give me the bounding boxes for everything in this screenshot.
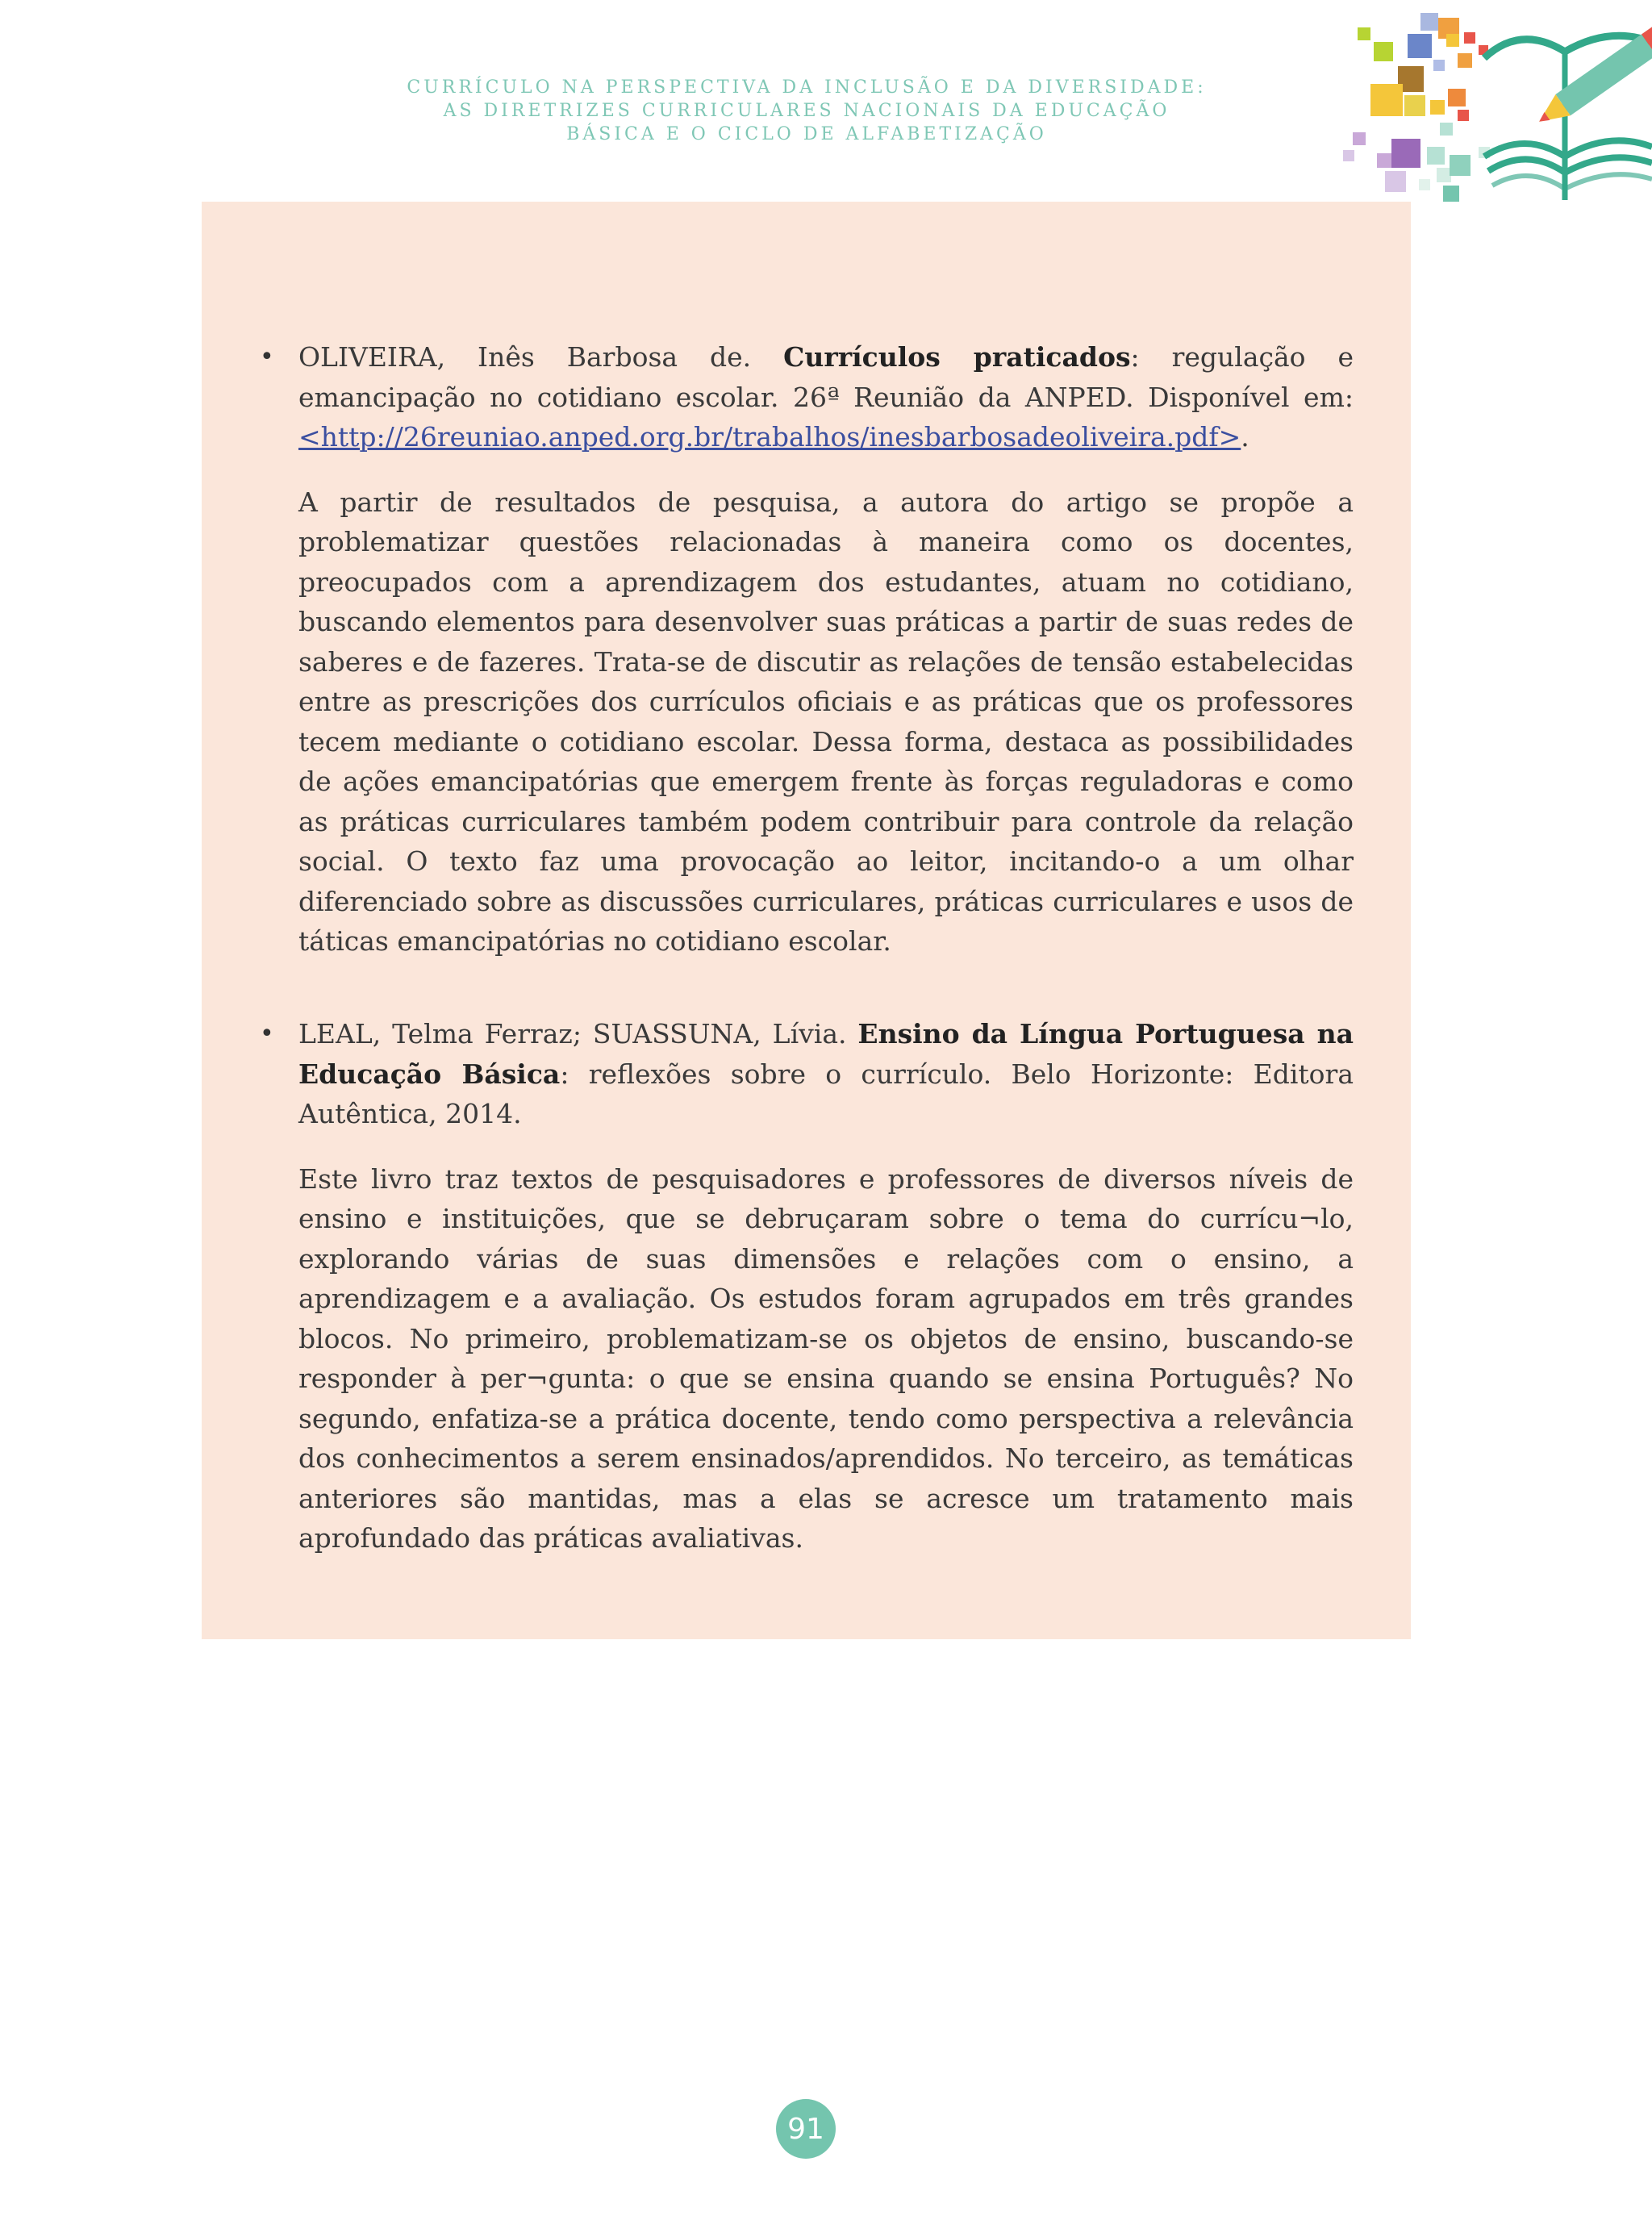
reference-citation bbox=[260, 337, 1354, 457]
header-line-2: AS DIRETRIZES CURRICULARES NACIONAIS DA EDUCAÇÃO bbox=[443, 101, 1170, 121]
reference-authors: LEAL, Telma Ferraz; SUASSUNA, Lívia. bbox=[298, 1018, 858, 1050]
reference-description: A partir de resultados de pesquisa, a autora do artigo se propõe a problematizar questões relacionadas à maneira como os docentes, preocupados com a aprendizagem dos estudantes, atuam no cotidiano, buscando elementos para desenvolver suas práticas a partir de suas redes de saberes e de fazeres. Trata-se de discutir as relações de tensão estabelecidas entre as prescrições dos currículos oficiais e as práticas que os professores tecem mediante o cotidiano escolar. Dessa forma, destaca as possibilidades de ações emancipatórias que emergem frente às forças reguladoras e como as práticas curriculares também podem contribuir para controle da relação social. O texto faz uma provocação ao leitor, incitando-o a um olhar diferenciado sobre as discussões curriculares, práticas curriculares e usos de táticas emancipatórias no cotidiano escolar. bbox=[298, 486, 1354, 957]
reference-entry-1 bbox=[260, 337, 1354, 962]
page-number-badge: 91 bbox=[776, 2099, 836, 2159]
reference-title: Ensino da Língua Portuguesa na Educação Básica bbox=[298, 1018, 1354, 1090]
reference-details: : regulação e emancipação no cotidiano escolar. 26ª Reunião da ANPED. Disponível em: bbox=[298, 341, 1354, 413]
reference-link[interactable]: <http://26reuniao.anped.org.br/trabalhos/inesbarbosadeoliveira.pdf> bbox=[298, 421, 1241, 453]
reference-title: Currículos praticados bbox=[783, 341, 1131, 373]
book-pencil-logo-icon bbox=[1343, 10, 1652, 203]
header-line-1: CURRÍCULO NA PERSPECTIVA DA INCLUSÃO E DA DIVERSIDADE: bbox=[407, 77, 1207, 98]
header-line-3: BÁSICA E O CICLO DE ALFABETIZAÇÃO bbox=[566, 124, 1047, 144]
bullet-icon: • bbox=[260, 343, 274, 371]
running-header bbox=[363, 76, 1250, 146]
recommended-reading-panel bbox=[202, 202, 1411, 1639]
reference-citation bbox=[260, 1014, 1354, 1134]
bullet-icon: • bbox=[260, 1020, 274, 1048]
reference-details: : reflexões sobre o currículo. Belo Horizonte: Editora Autêntica, 2014. bbox=[298, 1058, 1354, 1129]
reference-end: . bbox=[1241, 421, 1249, 453]
reference-authors: OLIVEIRA, Inês Barbosa de. bbox=[298, 341, 784, 373]
reference-description: Este livro traz textos de pesquisadores e professores de diversos níveis de ensino e instituições, que se debruçaram sobre o tema do currícu¬lo, explorando várias de suas dimensões e relações com o ensino, a aprendizagem e a avaliação. Os estudos foram agrupados em três grandes blocos. No primeiro, problematizam-se os objetos de ensino, buscando-se responder à per¬gunta: o que se ensina quando se ensina Português? No segundo, enfatiza-se a prática docente, tendo como perspectiva a relevância dos conhecimentos a serem ensinados/aprendidos. No terceiro, as temáticas anteriores são mantidas, mas a elas se acresce um tratamento mais aprofundado das práticas avaliativas. bbox=[298, 1162, 1354, 1554]
reference-entry-2 bbox=[260, 1014, 1354, 1559]
